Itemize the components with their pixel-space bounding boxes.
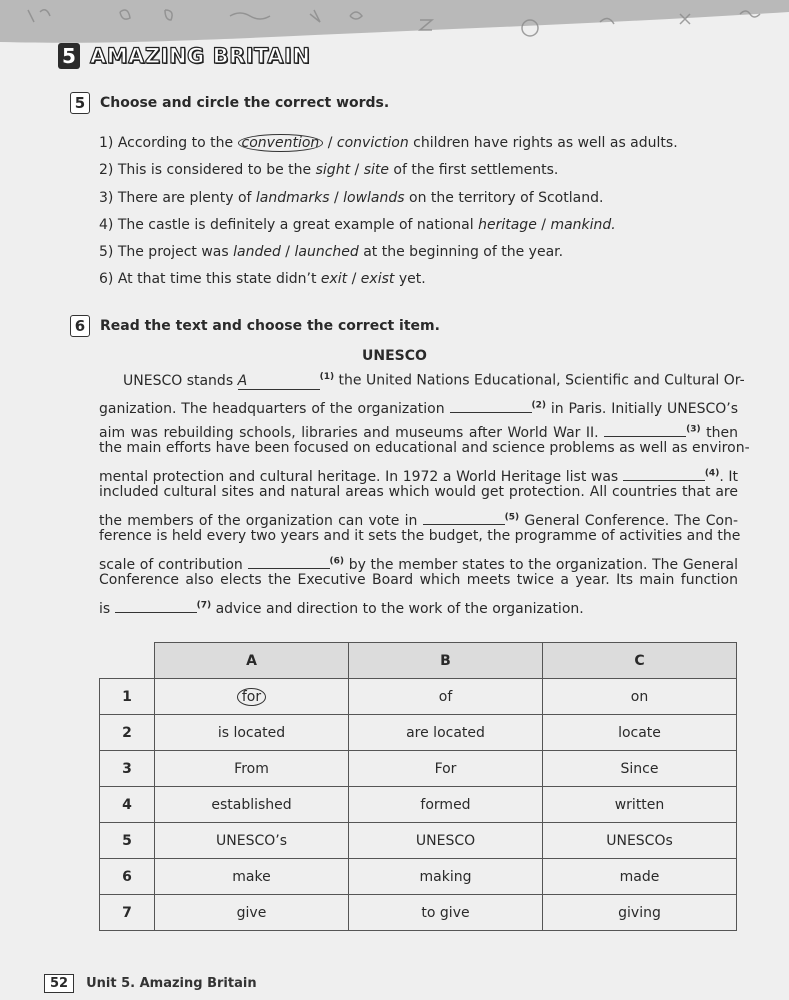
option-b[interactable]: are located [349,715,543,751]
option[interactable]: exit [320,271,348,288]
option[interactable]: heritage [478,216,537,233]
option[interactable]: launched [294,244,359,261]
column-header: A [155,643,349,679]
option-a[interactable]: established [155,787,349,823]
answer-table [99,642,737,931]
text-line: Conference also elects the Executive Board which meets twice a year. Its main function [99,572,738,588]
sentence-3: 3) There are plenty of landmarks / lowlands on the territory of Scotland. [99,189,604,206]
task-number: 6 [70,315,90,337]
task-5-heading [70,92,389,114]
option-b[interactable]: making [349,859,543,895]
circled-answer[interactable]: convention [238,134,324,152]
text-line: included cultural sites and natural areas which would get protection. All countries that are [99,484,738,500]
table-row [100,895,737,931]
row-number: 3 [100,751,155,787]
option-a[interactable] [155,679,349,715]
sentence-6: 6) At that time this state didn’t exit / exist yet. [99,271,426,288]
text-line: ganization. The headquarters of the organization $^{(2)}$ in Paris. Initially UNESCO’s [99,396,738,417]
sentence-list [99,130,678,294]
option-a[interactable]: give [155,895,349,931]
text-line: is $^{(7)}$ advice and direction to the work of the organization. [99,596,738,617]
option-a[interactable]: UNESCO’s [155,823,349,859]
answer-blank-2[interactable] [450,396,532,413]
unit-number: 5 [58,43,80,69]
task-instruction: Choose and circle the correct words. [100,95,390,111]
sentence-2: 2) This is considered to be the sight / site of the first settlements. [99,162,559,179]
option-c[interactable]: locate [543,715,737,751]
row-number: 2 [100,715,155,751]
empty-corner [100,643,155,679]
option-b[interactable]: of [349,679,543,715]
task-number: 5 [70,92,90,114]
option[interactable]: lowlands [343,189,405,206]
table-row [100,715,737,751]
option[interactable]: exist [360,271,395,288]
unit-title [58,42,310,70]
option-c[interactable]: UNESCOs [543,823,737,859]
answer-blank-3[interactable] [604,420,686,437]
row-number: 5 [100,823,155,859]
text-line: scale of contribution $^{(6)}$ by the member states to the organization. The General [99,552,738,573]
answer-blank-1[interactable]: A [238,373,320,390]
answer-blank-7[interactable] [115,596,197,613]
option-c[interactable]: giving [543,895,737,931]
row-number: 7 [100,895,155,931]
option-c[interactable]: made [543,859,737,895]
table-row [100,787,737,823]
answer-blank-6[interactable] [248,552,330,569]
table-row [100,751,737,787]
option[interactable]: conviction [336,135,409,151]
table-row [100,679,737,715]
option-b[interactable]: For [349,751,543,787]
page-number: 52 [44,974,74,993]
row-number: 4 [100,787,155,823]
column-header: C [543,643,737,679]
text-line: the members of the organization can vote in $^{(5)}$ General Conference. The Con- [99,508,738,529]
text-line: mental protection and cultural heritage. In 1972 a World Heritage list was $^{(4)}$. It [99,464,738,485]
sentence-1: 1) According to the convention / conviction children have rights as well as adults. [99,135,678,151]
text-line: UNESCO stands A $^{(1)}$ the United Nations Educational, Scientific and Cultural Or- [123,372,745,389]
option-a[interactable]: From [155,751,349,787]
sentence-5: 5) The project was landed / launched at the beginning of the year. [99,244,564,261]
unit-name: AMAZING BRITAIN [90,44,311,68]
text-line: aim was rebuilding schools, libraries and museums after World War II. $^{(3)}$ then [99,420,738,441]
option-b[interactable]: to give [349,895,543,931]
column-header: B [349,643,543,679]
answer-blank-4[interactable] [623,464,705,481]
row-number: 6 [100,859,155,895]
option[interactable]: site [363,162,389,179]
row-number: 1 [100,679,155,715]
table-header-row [100,643,737,679]
option-c[interactable]: on [543,679,737,715]
text-line: the main efforts have been focused on educational and science problems as well as environ- [99,440,750,456]
option[interactable]: landed [233,244,281,261]
answer-blank-5[interactable] [423,508,505,525]
option-c[interactable]: Since [543,751,737,787]
task-instruction: Read the text and choose the correct item. [100,318,440,334]
option-c[interactable]: written [543,787,737,823]
option-a[interactable]: make [155,859,349,895]
sentence-4: 4) The castle is definitely a great example of national heritage / mankind. [99,216,616,233]
circled-option: for [237,688,266,706]
option-a[interactable]: is located [155,715,349,751]
table-row [100,859,737,895]
page-footer [44,974,257,993]
task-6-heading [70,315,440,337]
footer-title: Unit 5. Amazing Britain [86,976,257,991]
table-row [100,823,737,859]
option-b[interactable]: formed [349,787,543,823]
text-title: UNESCO [362,348,427,364]
option[interactable]: sight [315,162,351,179]
option[interactable]: landmarks [255,189,330,206]
option[interactable]: mankind. [550,216,616,233]
text-line: ference is held every two years and it sets the budget, the programme of activities and the [99,528,741,544]
option-b[interactable]: UNESCO [349,823,543,859]
